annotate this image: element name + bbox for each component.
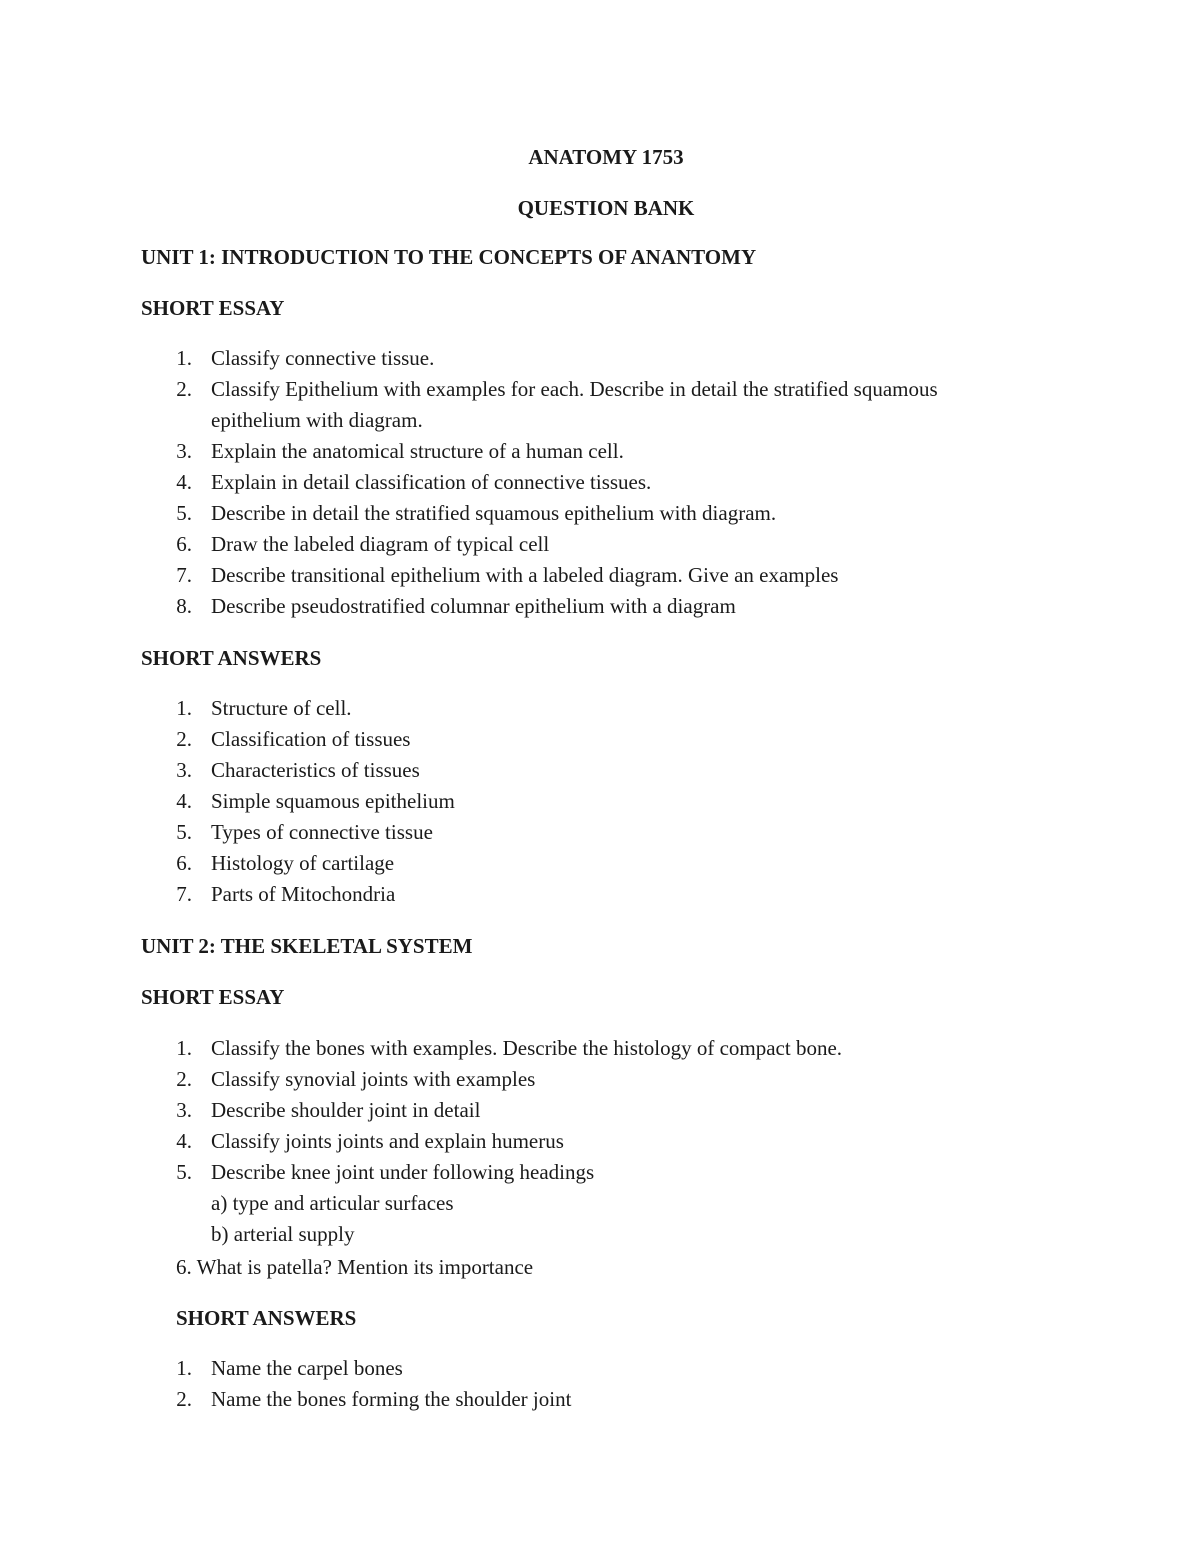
list-item-number: 4. <box>176 789 192 813</box>
list-item-number: 1. <box>176 1036 192 1060</box>
list-item-number: 6. <box>176 851 192 875</box>
list-item-number: 3. <box>176 439 192 463</box>
list-item-number: 4. <box>176 470 192 494</box>
list-item-continuation: epithelium with diagram. <box>211 408 423 432</box>
unit1-essay-heading: SHORT ESSAY <box>141 296 285 320</box>
list-item: 6. What is patella? Mention its importance <box>176 1255 534 1279</box>
list-item: Explain in detail classification of connective tissues. <box>211 470 652 494</box>
list-item: Histology of cartilage <box>211 851 395 875</box>
list-item-number: 1. <box>176 696 192 720</box>
list-item: Simple squamous epithelium <box>211 789 455 813</box>
document-subtitle: QUESTION BANK <box>517 196 695 220</box>
list-item: Draw the labeled diagram of typical cell <box>211 532 550 556</box>
list-item: Name the carpel bones <box>211 1356 403 1380</box>
unit2-essay-heading: SHORT ESSAY <box>141 985 285 1009</box>
list-item: Describe transitional epithelium with a labeled diagram. Give an examples <box>211 563 839 587</box>
list-item-number: 3. <box>176 1098 192 1122</box>
list-item: Describe pseudostratified columnar epithelium with a diagram <box>211 594 736 618</box>
list-item-number: 3. <box>176 758 192 782</box>
unit2-answers-heading: SHORT ANSWERS <box>176 1306 357 1330</box>
list-item: Explain the anatomical structure of a human cell. <box>211 439 624 463</box>
list-item-number: 7. <box>176 882 192 906</box>
list-item: Structure of cell. <box>211 696 352 720</box>
list-item-number: 4. <box>176 1129 192 1153</box>
list-item: Types of connective tissue <box>211 820 433 844</box>
list-item: Classify joints joints and explain humerus <box>211 1129 564 1153</box>
list-item: Describe in detail the stratified squamous epithelium with diagram. <box>211 501 777 525</box>
list-item-number: 5. <box>176 501 192 525</box>
list-item: Describe shoulder joint in detail <box>211 1098 481 1122</box>
list-item: Describe knee joint under following headings <box>211 1160 595 1184</box>
list-item: Classify Epithelium with examples for each. Describe in detail the stratified squamous <box>211 377 938 401</box>
list-item-number: 5. <box>176 820 192 844</box>
list-item: Classify the bones with examples. Describe the histology of compact bone. <box>211 1036 843 1060</box>
unit2-heading: UNIT 2: THE SKELETAL SYSTEM <box>141 934 473 958</box>
list-item-number: 5. <box>176 1160 192 1184</box>
list-item-number: 2. <box>176 1067 192 1091</box>
unit1-answers-heading: SHORT ANSWERS <box>141 646 322 670</box>
list-item-number: 1. <box>176 346 192 370</box>
list-item: Name the bones forming the shoulder joint <box>211 1387 572 1411</box>
list-item-number: 2. <box>176 1387 192 1411</box>
list-item-number: 1. <box>176 1356 192 1380</box>
list-item: Classify connective tissue. <box>211 346 435 370</box>
document-title: ANATOMY 1753 <box>528 145 684 169</box>
list-item-number: 7. <box>176 563 192 587</box>
list-item: Classify synovial joints with examples <box>211 1067 536 1091</box>
list-item-number: 6. <box>176 532 192 556</box>
list-item: Parts of Mitochondria <box>211 882 396 906</box>
list-item: Classification of tissues <box>211 727 411 751</box>
knee-subitem: b) arterial supply <box>211 1222 355 1246</box>
unit1-heading: UNIT 1: INTRODUCTION TO THE CONCEPTS OF ANANTOMY <box>141 245 757 269</box>
list-item: Characteristics of tissues <box>211 758 420 782</box>
list-item-number: 2. <box>176 727 192 751</box>
knee-subitem: a) type and articular surfaces <box>211 1191 454 1215</box>
list-item-number: 2. <box>176 377 192 401</box>
list-item-number: 8. <box>176 594 192 618</box>
